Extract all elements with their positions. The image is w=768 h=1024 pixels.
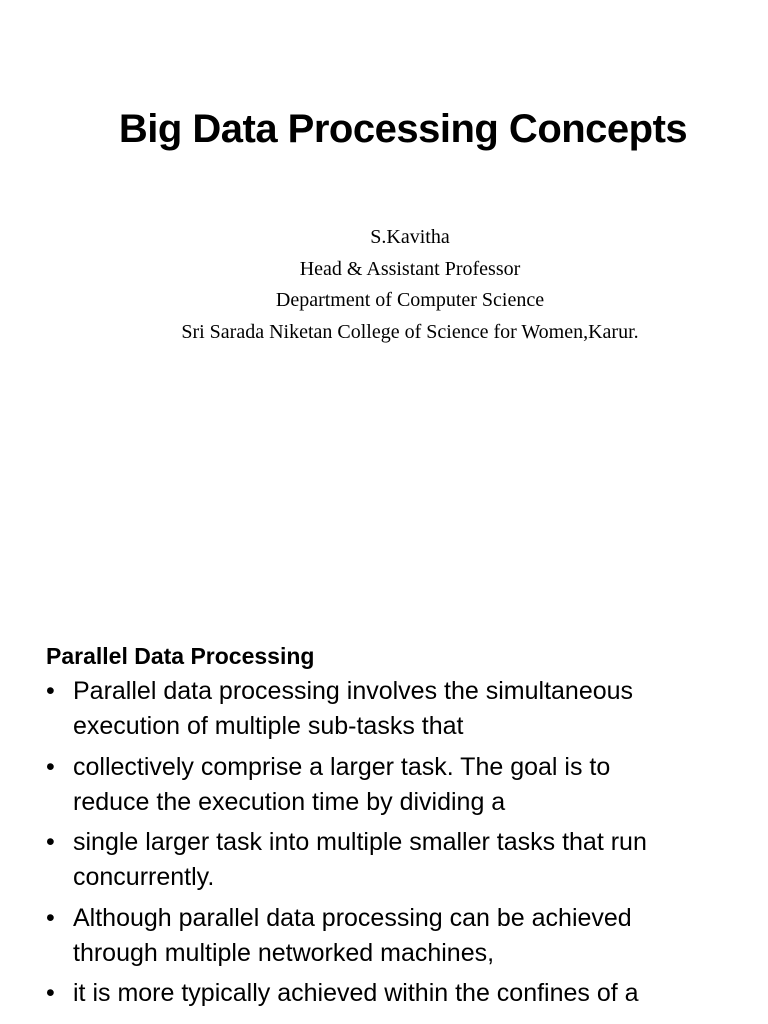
bullet-item [46,674,746,744]
author-institution: Sri Sarada Niketan College of Science for Women,Karur. [181,320,639,343]
bullet-icon: • [46,979,55,1007]
bullet-list [46,674,746,1011]
section-heading: Parallel Data Processing [46,643,315,669]
author-name: S.Kavitha [370,226,450,248]
bullet-text: reduce the execution time by dividing a [73,787,506,816]
bullet-text: Parallel data processing involves the simultaneous [73,677,634,705]
bullet-icon: • [46,677,55,705]
author-department: Department of Computer Science [275,289,545,311]
bullet-text: single larger task into multiple smaller tasks that run [73,828,647,856]
bullet-text: through multiple networked machines, [73,938,495,967]
bullet-text: concurrently. [73,863,215,891]
author-position: Head & Assistant Professor [299,257,521,280]
bullet-item [46,976,746,1011]
bullet-item [46,825,746,895]
author-block [0,222,768,348]
bullet-item [46,750,746,820]
bullet-icon: • [46,752,55,781]
bullet-text: collectively comprise a larger task. The goal is to [73,752,611,781]
bullet-text: Although parallel data processing can be achieved [73,903,632,932]
bullet-item [46,901,746,971]
bullet-icon: • [46,903,55,932]
bullet-text: it is more typically achieved within the confines of a [73,979,639,1007]
bullet-text: execution of multiple sub-tasks that [73,712,464,740]
bullet-icon: • [46,828,55,856]
content-section [46,640,746,1017]
slide-title: Big Data Processing Concepts [118,107,688,151]
